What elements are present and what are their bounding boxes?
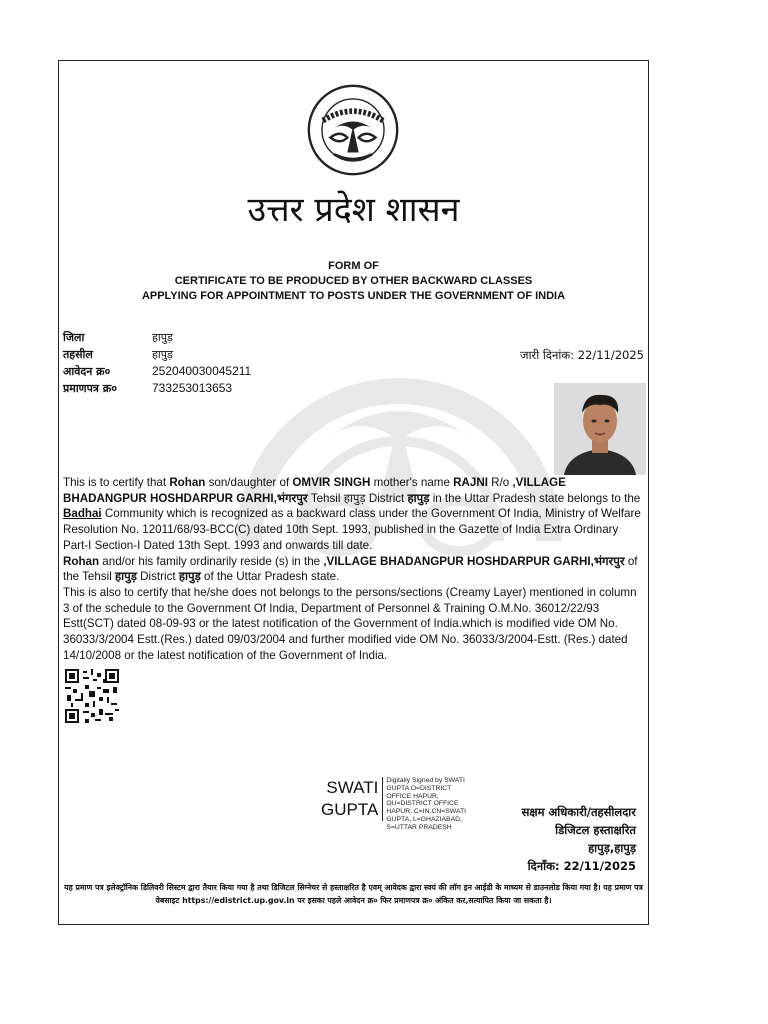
paragraph-3: This is also to certify that he/she does not belongs to the persons/sections (Creamy Layer) mentioned in column 3 of the schedule to the Government Of India, Department of Personnel & Training O.M.No. 36012/22/93 Estt(SCT) dated 08-09-93 or the latest notification of the Government of India.which is modified vide OM No. 36033/3/2004 Estt.(Res.) dated 09/03/2004 and further modified vide OM No. 36033/3/2004-Estt. (Res.) dated 14/10/2008 or the latest notification of the Government of India.: [63, 585, 637, 662]
district: हापुड़: [178, 570, 201, 584]
hindi-title: उत्तर प्रदेश शासन: [247, 190, 460, 230]
community: Badhai: [63, 507, 102, 521]
meta-row-tehsil: [63, 346, 251, 363]
text: R/o: [487, 476, 513, 489]
text: Tehsil: [307, 491, 344, 505]
meta-row-district: [63, 329, 251, 346]
residence: ,VILLAGE BHADANGPUR HOSHDARPUR GARHI,भंगरपुर: [63, 476, 566, 505]
form-line-2: CERTIFICATE TO BE PRODUCED BY OTHER BACKWARD CLASSES: [174, 275, 533, 287]
officer-location: हापुड़,हापुड़: [588, 841, 636, 855]
meta-label: प्रमाणपत्र क्र०: [63, 382, 117, 395]
meta-value: 252040030045211: [152, 364, 252, 378]
text: son/daughter of: [205, 476, 293, 489]
district: हापुड़: [407, 491, 430, 505]
meta-label: तहसील: [63, 348, 93, 361]
digital-signature: [321, 777, 468, 832]
text: and/or his family ordinarily reside (s) in the: [99, 554, 324, 568]
tehsil: हापुड़: [115, 570, 137, 584]
text: Community which is recognized as a backward class under the Government Of India, Ministry of Welfare Resolution No. 12011/68/93-BCC(C) dated 10th Sept. 1993, published in the Gazette of India Extra Ordinary Part-I Section-I Dated 13th Sept. 1993 and onwards till date.: [63, 507, 641, 552]
signer-name-line-2: GUPTA: [321, 800, 379, 819]
mother-name: RAJNI: [453, 476, 488, 489]
officer-date: [522, 857, 636, 875]
form-heading: [59, 259, 648, 304]
meta-label: आवेदन क्र०: [63, 365, 111, 378]
up-government-emblem-icon: [306, 83, 400, 177]
signature-details: Digitally Signed by SWATI GUPTA O=DISTRICT OFFICE HAPUR, OU=DISTRICT OFFICE HAPUR, C=IN,CN=SWATI GUPTA, L=GHAZIABAD, S=UTTAR PRADESH: [386, 777, 466, 831]
issue-date-value: 22/11/2025: [577, 348, 644, 362]
applicant-name: Rohan: [63, 554, 100, 568]
residence: ,VILLAGE BHADANGPUR HOSHDARPUR GARHI,भंगरपुर: [323, 554, 625, 568]
text: of the Uttar Pradesh state.: [200, 570, 340, 584]
applicant-photo: [554, 383, 646, 475]
officer-signed: डिजिटल हस्ताक्षरित: [555, 823, 636, 837]
applicant-name: Rohan: [169, 476, 206, 489]
issue-date-label: जारी दिनांक:: [520, 348, 575, 362]
text: This is to certify that: [63, 476, 170, 489]
meta-value: हापुड़: [152, 348, 173, 361]
issue-date: [520, 348, 644, 363]
meta-row-certificate-no: [63, 380, 251, 397]
text: mother's name: [370, 476, 454, 489]
footer-note: यह प्रमाण पत्र इलेक्ट्रॉनिक डिलिवरी सिस्टम द्वारा तैयार किया गया है तथा डिजिटल सिग्नेचर से हस्ताक्षरित है एवम् आवेदक द्वारा स्वयं की लॉग इन आईडी के माध्यम से डाउनलोड किया गया है। यह प्रमाण पत्र वेबसाइट https://edistrict.up.gov.in पर इसका पहले आवेदन क्र० फिर प्रमाणपत्र क्र० अंकित कर,सत्यापित किया जा सकता है।: [64, 883, 643, 905]
paragraph-2: [63, 554, 646, 585]
meta-label: जिला: [63, 331, 85, 344]
officer-designation: सक्षम अधिकारी/तहसीलदार: [521, 805, 636, 819]
certificate-frame: [58, 60, 649, 925]
meta-value: हापुड़: [152, 331, 173, 344]
text: District: [365, 491, 408, 505]
meta-row-application-no: [63, 363, 251, 380]
issuing-officer: [522, 803, 636, 875]
paragraph-1: [63, 475, 646, 554]
officer-date-value: 22/11/2025: [563, 859, 636, 873]
officer-date-label: दिनाँक:: [527, 859, 560, 873]
qr-code-icon[interactable]: [65, 669, 119, 723]
meta-value: 733253013653: [152, 381, 233, 395]
father-name: OMVIR SINGH: [292, 476, 371, 489]
tehsil: हापुड़: [343, 491, 366, 505]
text: in the Uttar Pradesh state belongs to the: [429, 491, 641, 505]
form-line-1: FORM OF: [328, 260, 379, 272]
text: of the Tehsil: [63, 554, 638, 584]
form-line-3: APPLYING FOR APPOINTMENT TO POSTS UNDER THE GOVERNMENT OF INDIA: [141, 290, 566, 302]
signer-name: [321, 777, 383, 821]
signer-name-line-1: SWATI: [326, 778, 379, 797]
meta-table: [63, 329, 251, 397]
certificate-body: [63, 475, 646, 663]
text: District: [136, 570, 179, 584]
